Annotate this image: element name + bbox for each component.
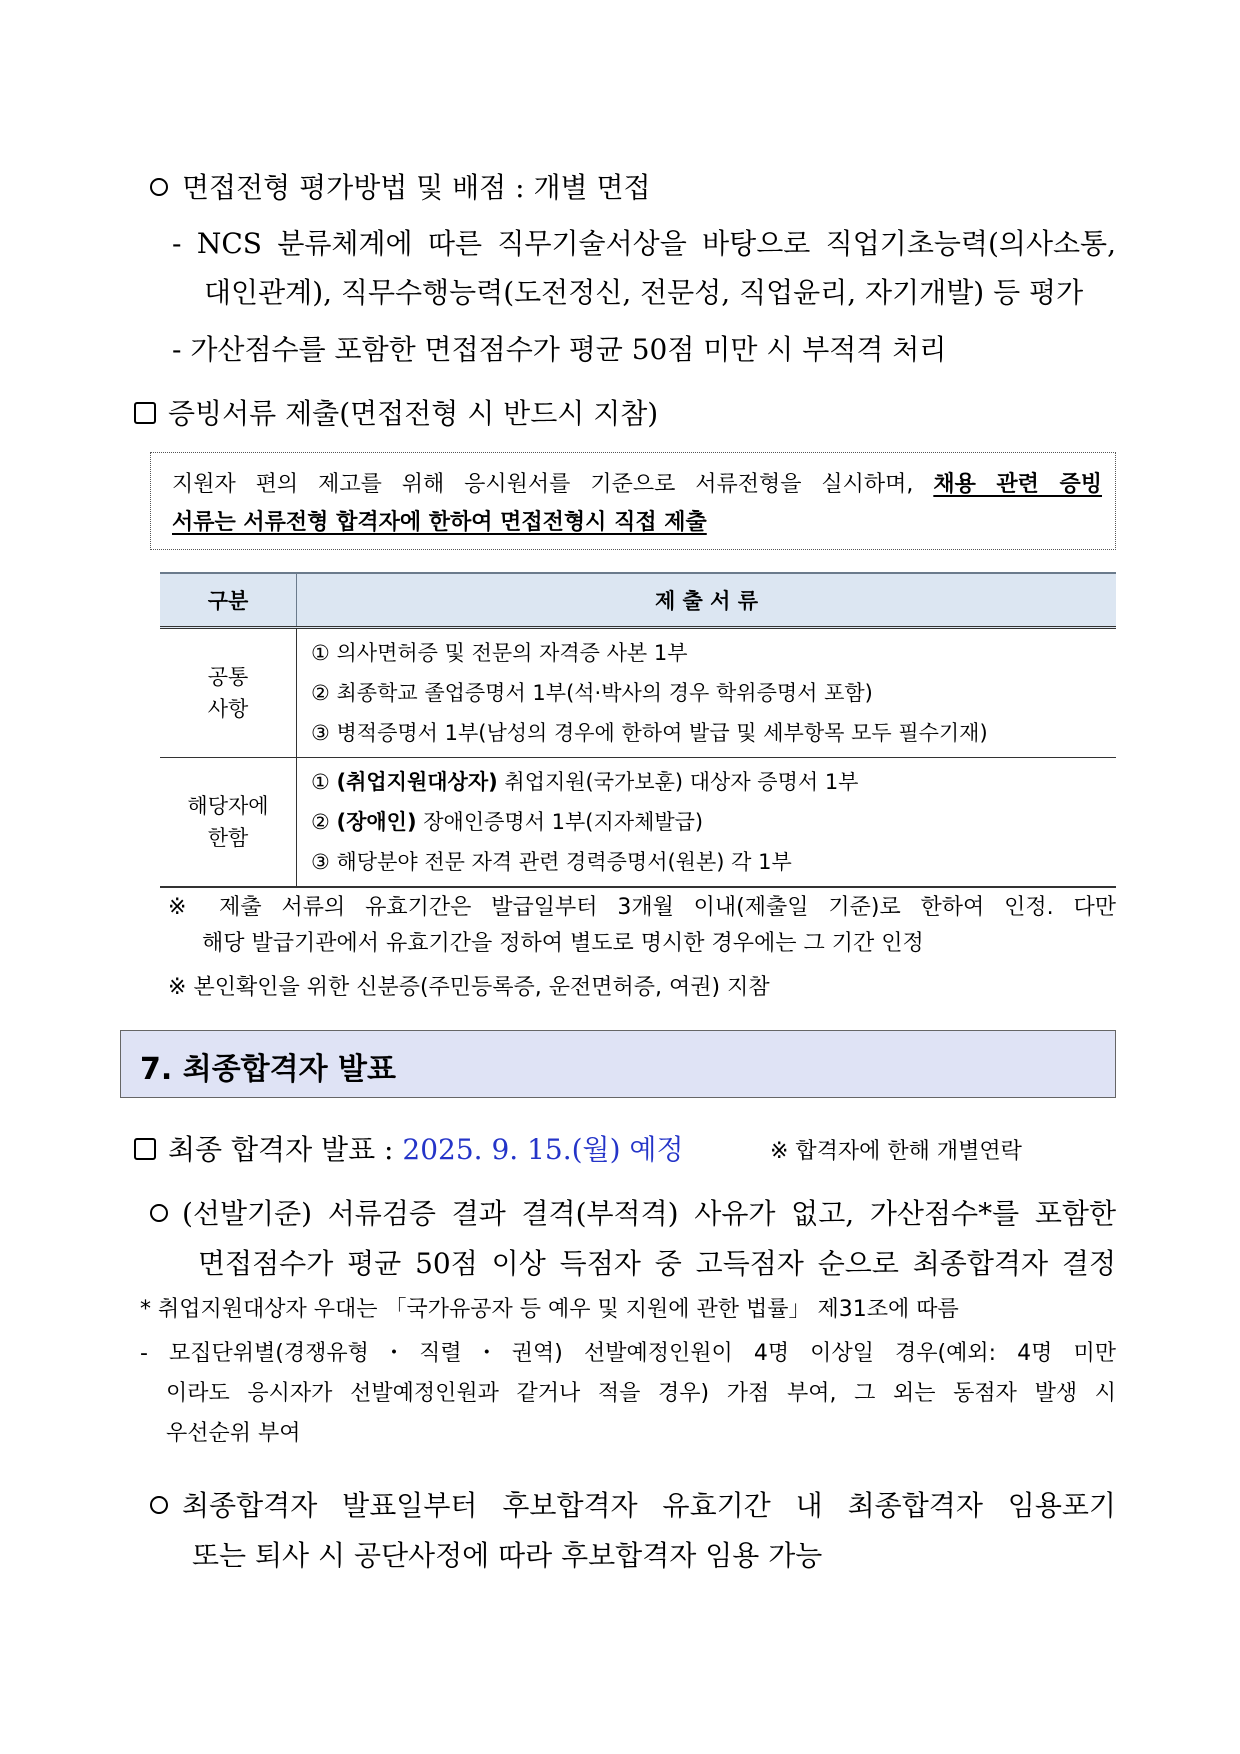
announcement-line [134, 1128, 684, 1168]
docs-section-title: 증빙서류 제출(면접전형 시 반드시 지참) [168, 397, 659, 430]
dash-marker: - [172, 227, 182, 260]
note-2-text: 본인확인을 위한 신분증(주민등록증, 운전면허증, 여권) 지참 [193, 975, 770, 1000]
dash-marker: - [172, 333, 182, 366]
common-label-line2: 사항 [207, 697, 249, 721]
note-2 [168, 970, 1116, 1006]
docs-section-heading [134, 392, 658, 432]
common-label-line1: 공통 [207, 665, 249, 689]
applicable-label [160, 758, 297, 888]
common-item-2: ② 최종학교 졸업증명서 1부(석·박사의 경우 학위증명서 포함) [311, 681, 873, 705]
docs-note-text [172, 466, 1102, 542]
note-1-line1-text: 제출 서류의 유효기간은 발급일부터 3개월 이내(제출일 기준)로 한하여 인정. 다만 [219, 895, 1117, 920]
applicable-item-3: ③ 해당분야 전문 자격 관련 경력증명서(원본) 각 1부 [311, 850, 792, 874]
docs-note-bold-2: 서류는 서류전형 합격자에 한하여 면접전형시 직접 제출 [172, 510, 707, 535]
common-items [297, 628, 1117, 758]
applicable-item-2 [311, 802, 1116, 842]
reserve-line1: 최종합격자 발표일부터 후보합격자 유효기간 내 최종합격자 임용포기 [182, 1489, 1116, 1522]
documents-table [160, 572, 1116, 888]
interview-item-2 [172, 328, 946, 368]
applicable-label-line2: 한함 [207, 826, 249, 850]
circle-bullet-icon [150, 178, 168, 196]
table-notes [168, 890, 1116, 1006]
reserve-line2: 또는 퇴사 시 공단사정에 따라 후보합격자 임용 가능 [192, 1539, 823, 1572]
tie-rule-line1: - 모집단위별(경쟁유형・직렬・권역) 선발예정인원이 4명 이상일 경우(예외: 4명 미만 [140, 1341, 1116, 1366]
applicable-label-line1: 해당자에 [187, 794, 269, 818]
interview-item-1 [172, 222, 1116, 272]
common-label [160, 628, 297, 758]
table-header-category: 구분 [160, 573, 297, 628]
criteria-line2-wrap [198, 1242, 1116, 1282]
announcement-note: ※ 합격자에 한해 개별연락 [770, 1139, 1022, 1164]
applicable-item-1 [311, 762, 1116, 802]
circle-bullet-icon [150, 1204, 168, 1222]
interview-item-1-line2: 대인관계), 직무수행능력(도전정신, 전문성, 직업윤리, 자기개발) 등 평가 [204, 276, 1084, 309]
item-number: ② [311, 810, 330, 834]
common-item-1: ① 의사면허증 및 전문의 자격증 사본 1부 [311, 641, 688, 665]
reserve-item [150, 1484, 1116, 1534]
section-7-title: 7. 최종합격자 발표 [140, 1052, 397, 1087]
square-bullet-icon [134, 1138, 156, 1160]
table-header-row [160, 573, 1116, 628]
table-header-documents: 제 출 서 류 [297, 573, 1117, 628]
note-1-line1 [168, 890, 1116, 926]
interview-item-2-text: 가산점수를 포함한 면접점수가 평균 50점 미만 시 부적격 처리 [190, 333, 947, 366]
criteria-line1: (선발기준) 서류검증 결과 결격(부적격) 사유가 없고, 가산점수*를 포함한 [182, 1197, 1116, 1230]
docs-note-bold-1: 채용 관련 증빙 [933, 472, 1102, 497]
reference-mark: ※ [168, 895, 200, 920]
applicable-item-1-bold: (취업지원대상자) [336, 770, 498, 794]
criteria-line2: 면접점수가 평균 50점 이상 득점자 중 고득점자 순으로 최종합격자 결정 [198, 1247, 1116, 1280]
criteria-item [150, 1192, 1116, 1242]
tie-rule [140, 1334, 1116, 1454]
item-number: ① [311, 770, 330, 794]
tie-rule-line2: 이라도 응시자가 선발예정인원과 같거나 적을 경우) 가점 부여, 그 외는 동점자 발생 시 [166, 1381, 1116, 1406]
criteria-footnote: * 취업지원대상자 우대는 「국가유공자 등 예우 및 지원에 관한 법률」 제31조에 따름 [140, 1297, 959, 1322]
square-bullet-icon [134, 402, 156, 424]
note-1-line2: 해당 발급기관에서 유효기간을 정하여 별도로 명시한 경우에는 그 기간 인정 [202, 931, 924, 956]
reference-mark: ※ [168, 975, 187, 1000]
table-row-common [160, 628, 1116, 758]
common-item-3: ③ 병적증명서 1부(남성의 경우에 한하여 발급 및 세부항목 모두 필수기재) [311, 721, 988, 745]
interview-item-1-line1: NCS 분류체계에 따른 직무기술서상을 바탕으로 직업기초능력(의사소통, [196, 227, 1116, 260]
announcement-date: 2025. 9. 15.(월) 예정 [402, 1133, 684, 1166]
docs-note-plain: 지원자 편의 제고를 위해 응시원서를 기준으로 서류전형을 실시하며, [172, 472, 914, 497]
applicable-items [297, 758, 1117, 888]
tie-rule-line3: 우선순위 부여 [166, 1421, 301, 1446]
table-row-applicable [160, 758, 1116, 888]
announcement-label: 최종 합격자 발표 : [168, 1133, 394, 1166]
applicable-item-2-text: 장애인증명서 1부(지자체발급) [423, 810, 704, 834]
circle-bullet-icon [150, 1496, 168, 1514]
applicable-item-1-text: 취업지원(국가보훈) 대상자 증명서 1부 [504, 770, 859, 794]
applicable-item-2-bold: (장애인) [336, 810, 417, 834]
interview-method-item [150, 166, 651, 206]
interview-method-title: 면접전형 평가방법 및 배점 : 개별 면접 [182, 171, 651, 204]
